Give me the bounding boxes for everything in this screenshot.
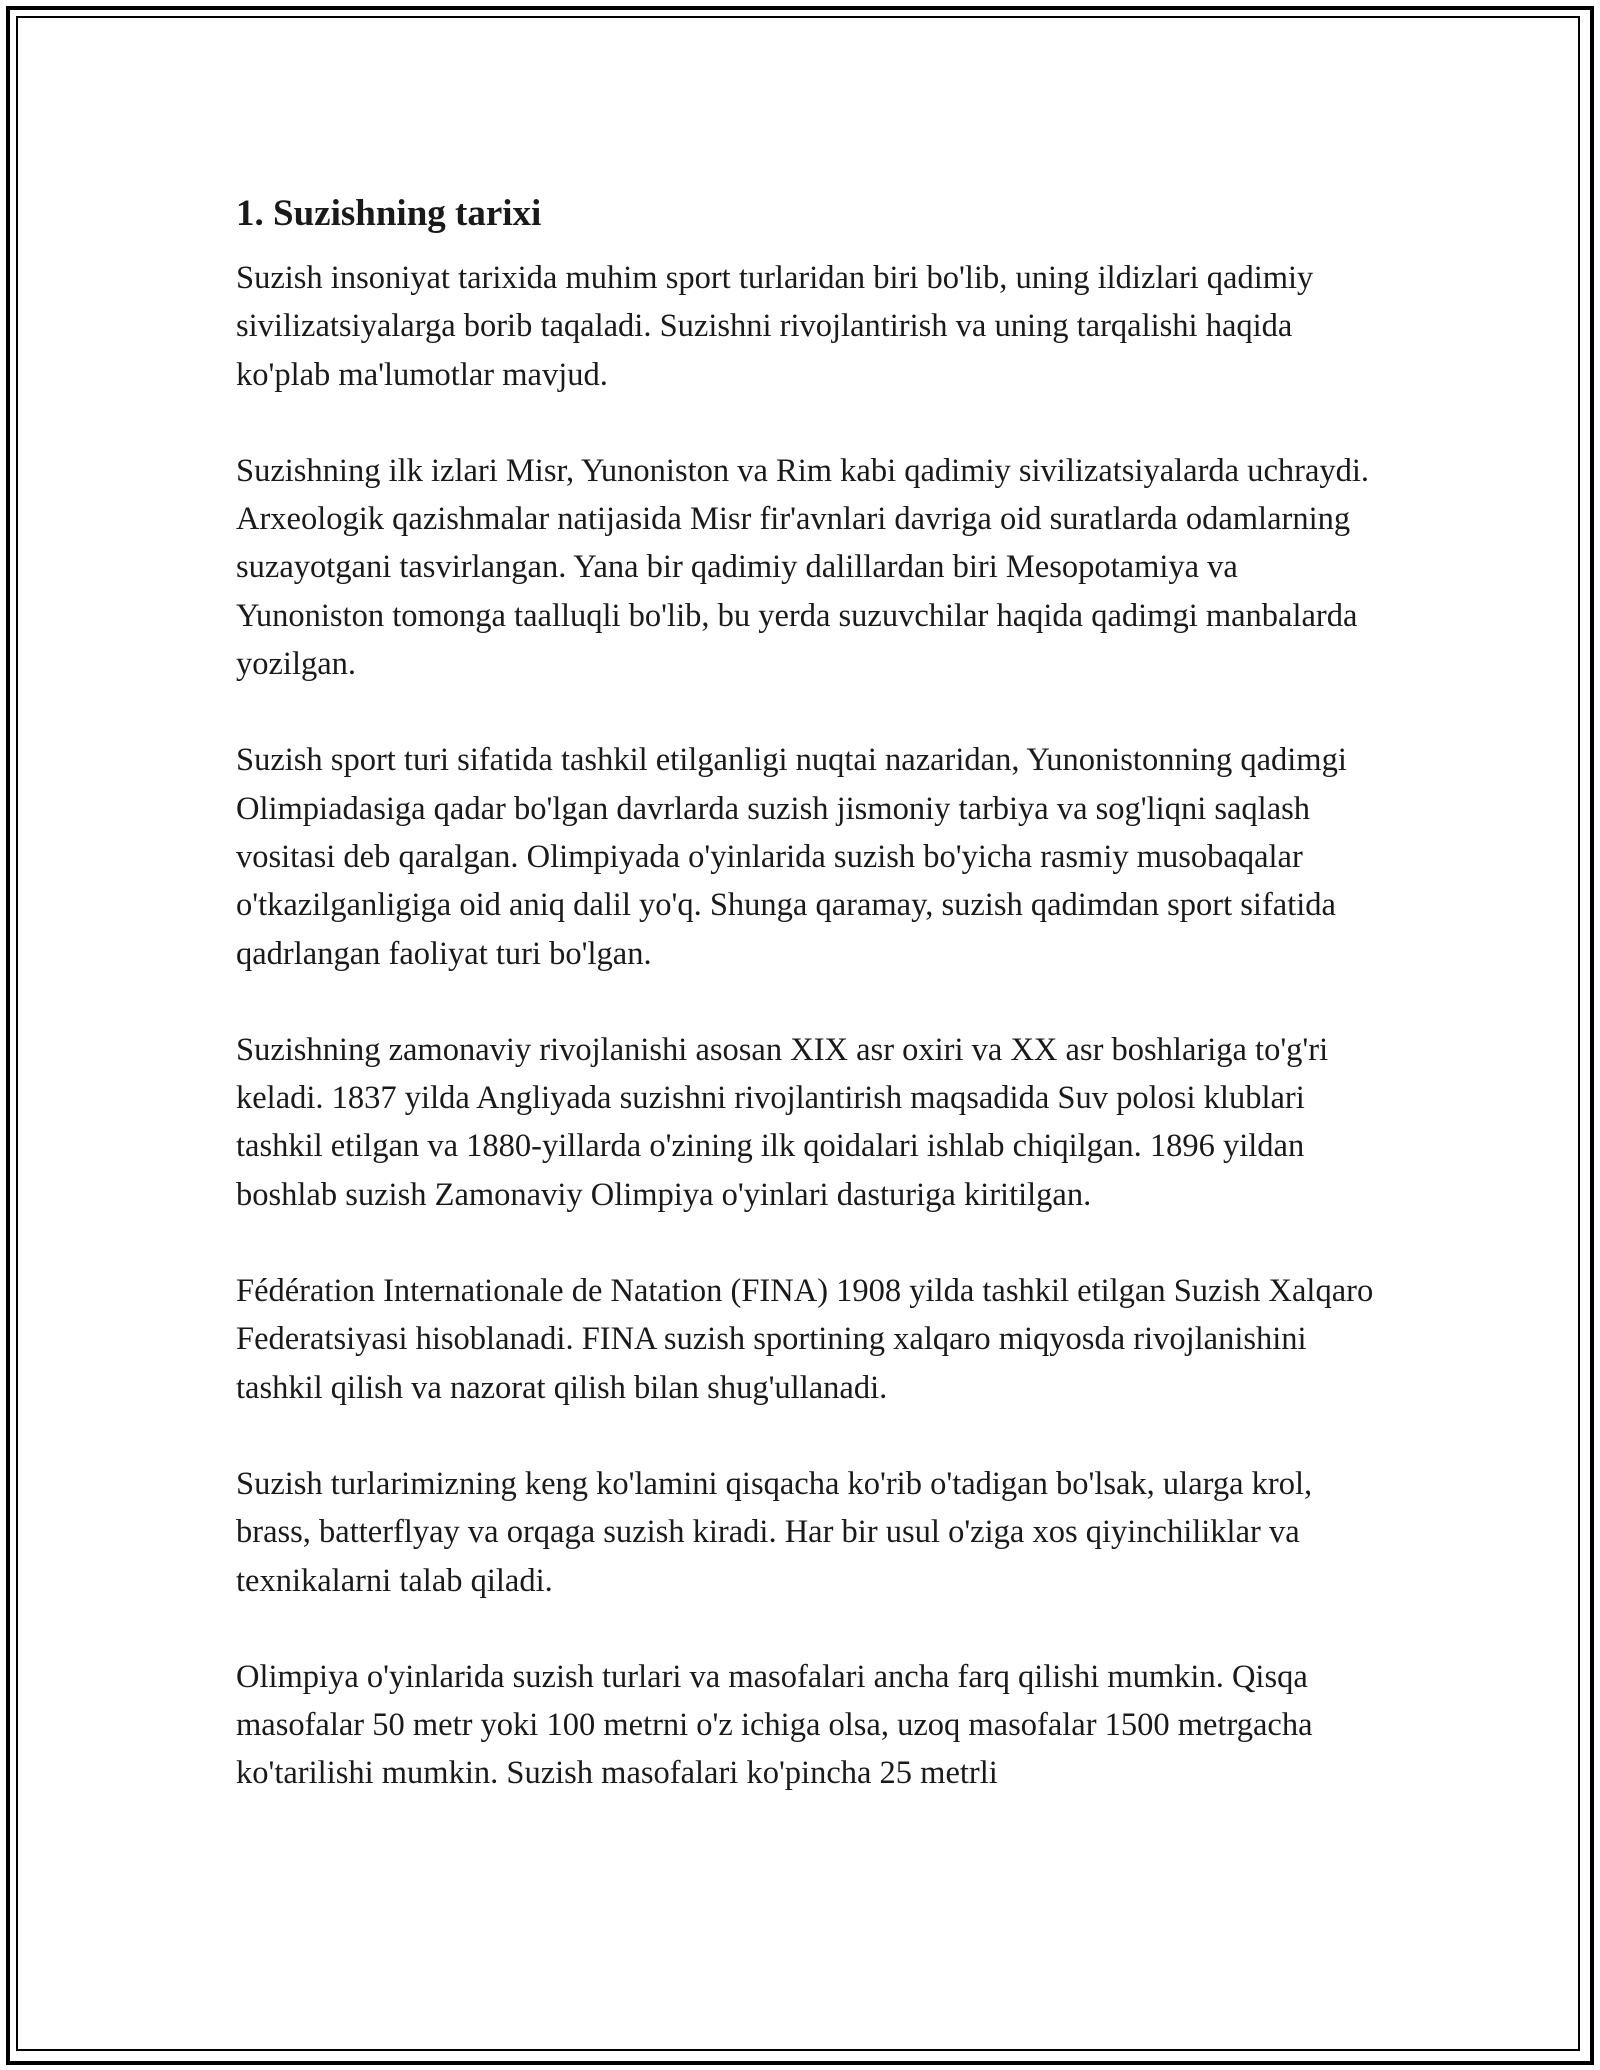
paragraph-6: Suzish turlarimizning keng ko'lamini qisqacha ko'rib o'tadigan bo'lsak, ularga krol, brass, batterflyay va orqaga suzish kiradi. Har bir usul o'ziga xos qiyinchiliklar va texnikalarni talab qiladi. [236,1465,1313,1599]
paragraph-3: Suzish sport turi sifatida tashkil etilganligi nuqtai nazaridan, Yunonistonning qadimgi Olimpiadasiga qadar bo'lgan davrlarda suzish jismoniy tarbiya va sog'liqni saqlash vositasi deb qaralgan. Olimpiyada o'yinlarida suzish bo'yicha rasmiy musobaqalar o'tkazilganligiga oid aniq dalil yo'q. Shunga qaramay, suzish qadimdan sport sifatida qadrlangan faoliyat turi bo'lgan. [236,742,1347,972]
section-heading: 1. Suzishning tarixi [236,193,542,234]
document-body [236,186,1376,1846]
paragraph-5: Fédération Internationale de Natation (FINA) 1908 yilda tashkil etilgan Suzish Xalqaro Federatsiyasi hisoblanadi. FINA suzish sportining xalqaro miqyosda rivojlanishini tashkil qilish va nazorat qilish bilan shug'ullanadi. [236,1273,1374,1406]
paragraph-7: Olimpiya o'yinlarida suzish turlari va masofalari ancha farq qilishi mumkin. Qisqa masofalar 50 metr yoki 100 metrni o'z ichiga olsa, uzoq masofalar 1500 metrgacha ko'tarilishi mumkin. Suzish masofalari ko'pincha 25 metrli [236,1658,1313,1792]
paragraph-4: Suzishning zamonaviy rivojlanishi asosan XIX asr oxiri va XX asr boshlariga to'g'ri keladi. 1837 yilda Angliyada suzishni rivojlantirish maqsadida Suv polosi klublari tashkil etilgan va 1880-yillarda o'zining ilk qoidalari ishlab chiqilgan. 1896 yildan boshlab suzish Zamonaviy Olimpiya o'yinlari dasturiga kiritilgan. [236,1031,1329,1213]
paragraph-1: Suzish insoniyat tarixida muhim sport turlaridan biri bo'lib, uning ildizlari qadimiy sivilizatsiyalarga borib taqaladi. Suzishni rivojlantirish va uning tarqalishi haqida ko'plab ma'lumotlar mavjud. [236,260,1314,393]
paragraph-2: Suzishning ilk izlari Misr, Yunoniston va Rim kabi qadimiy sivilizatsiyalarda uchraydi. Arxeologik qazishmalar natijasida Misr fir'avnlari davriga oid suratlarda odamlarning suzayotgani tasvirlangan. Yana bir qadimiy dalillardan biri Mesopotamiya va Yunoniston tomonga taalluqli bo'lib, bu yerda suzuvchilar haqida qadimgi manbalarda yozilgan. [236,452,1370,683]
